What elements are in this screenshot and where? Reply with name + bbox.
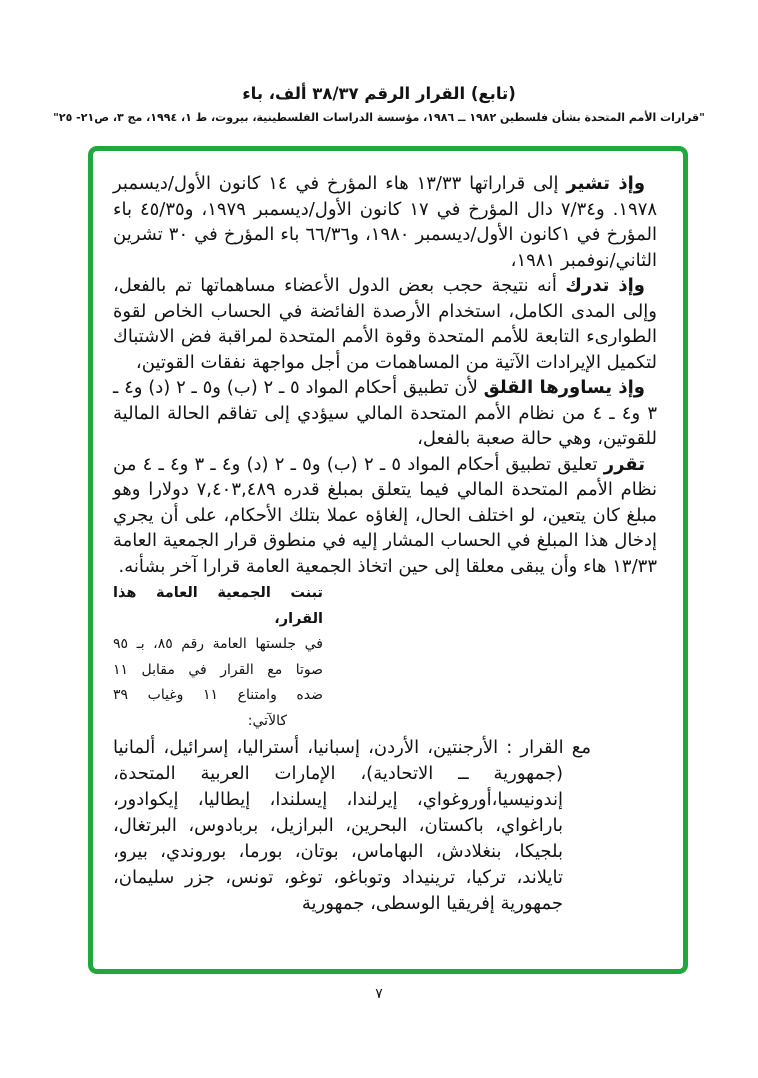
resolution-paragraph — [113, 171, 657, 273]
paragraph-lead: وإذ تشير — [566, 173, 646, 194]
resolution-paragraph — [113, 375, 657, 452]
resolution-paragraph — [113, 452, 657, 580]
voting-line: صوتا مع القرار في مقابل ١١ — [113, 661, 323, 678]
resolution-paragraph — [113, 273, 657, 375]
paragraph-text: تعليق تطبيق أحكام المواد ٥ ـ ٢ (ب) و٥ ـ ٢ (د) و٤ ـ ٣ و٤ ـ ٤ من نظام الأمم المتحدة المالي فيما يتعلق بمبلغ قدره ٧,٤٠٣,٤٨٩ دولارا وهو مبلغ كان يتعين، لو اختلف الحال، إلغاؤه عملا بتلك الأحكام، على أن يجري إدخال هذا المبلغ في الحساب المشار إليه في منطوق قرار الجمعية العامة ١٣/٣٣ هاء وأن يبقى معلقا إلى حين اتخاذ الجمعية العامة قرارا آخر بشأنه. — [113, 453, 658, 577]
voting-line: تبنت الجمعية العامة هذا القرار، — [113, 585, 323, 627]
paragraph-lead: وإذ تدرك — [565, 275, 645, 296]
countries-separator: : — [498, 737, 521, 758]
countries-list: الأرجنتين، الأردن، إسبانيا، أستراليا، إسرائيل، ألمانيا (جمهورية ــ الاتحادية)، الإمارات العربية المتحدة، إندونيسيا،أوروغواي، إيرلندا، إيسلندا، إيطاليا، إيكوادور، باراغواي، باكستان، البحرين، البرازيل، بربادوس، البرتغال، بلجيكا، بنغلادش، البهاماس، بوتان، بورما، بوروندي، بيرو، تايلاند، تركيا، ترينيداد وتوباغو، توغو، تونس، جزر سليمان، جمهورية إفريقيا الوسطى، جمهورية — [113, 737, 563, 914]
paragraph-text: إلى قراراتها ١٣/٣٣ هاء المؤرخ في ١٤ كانون الأول/ديسمبر ١٩٧٨. و٧/٣٤ دال المؤرخ في ١٧ كانون الأول/ديسمبر ١٩٧٩، و٤٥/٣٥ باء المؤرخ في ١كانون الأول/ديسمبر ١٩٨٠، و٦٦/٣٦ باء المؤرخ في ٣٠ تشرين الثاني/نوفمبر ١٩٨١، — [113, 173, 658, 271]
resolution-box — [88, 146, 688, 974]
paragraph-text: لأن تطبيق أحكام المواد ٥ ـ ٢ (ب) و٥ ـ ٢ (د) و٤ ـ ٣ و٤ ـ ٤ من نظام الأمم المتحدة المالي سيؤدي إلى تفاقم الحالة المالية للقوتين، وهي حالة صعبة بالفعل، — [113, 377, 658, 449]
page-title: (تابع) القرار الرقم ٣٨/٣٧ ألف، باء — [242, 84, 516, 103]
voting-summary — [113, 581, 323, 734]
paragraph-lead: تقرر — [603, 453, 645, 475]
countries-with-resolution — [113, 735, 591, 917]
voting-line: في جلستها العامة رقم ٨٥، بـ ٩٥ — [113, 636, 323, 652]
countries-label: مع القرار — [520, 737, 591, 758]
voting-line: ضده وامتناع ١١ وغياب ٣٩ — [113, 687, 323, 703]
paragraph-lead: وإذ يساورها القلق — [483, 377, 645, 398]
page-header — [0, 84, 758, 125]
page-number: ٧ — [375, 986, 383, 1002]
voting-line: كالآتي: — [247, 712, 287, 729]
page-subtitle: "قرارات الأمم المتحدة بشأن فلسطين ١٩٨٢ ــ ١٩٨٦، مؤسسة الدراسات الفلسطينية، بيروت، ط ١، ١٩٩٤، مج ٣، ص٢١- ٢٥" — [53, 111, 705, 124]
paragraph-text: أنه نتيجة حجب بعض الدول الأعضاء مساهماتها تم بالفعل، وإلى المدى الكامل، استخدام الأرصدة الفائضة في الحساب الخاص لقوة الطوارىء التابعة للأمم المتحدة وقوة الأمم المتحدة لمراقبة فض الاشتباك لتكميل الإيرادات الآتية من المساهمات من أجل مواجهة نفقات القوتين، — [113, 275, 657, 373]
